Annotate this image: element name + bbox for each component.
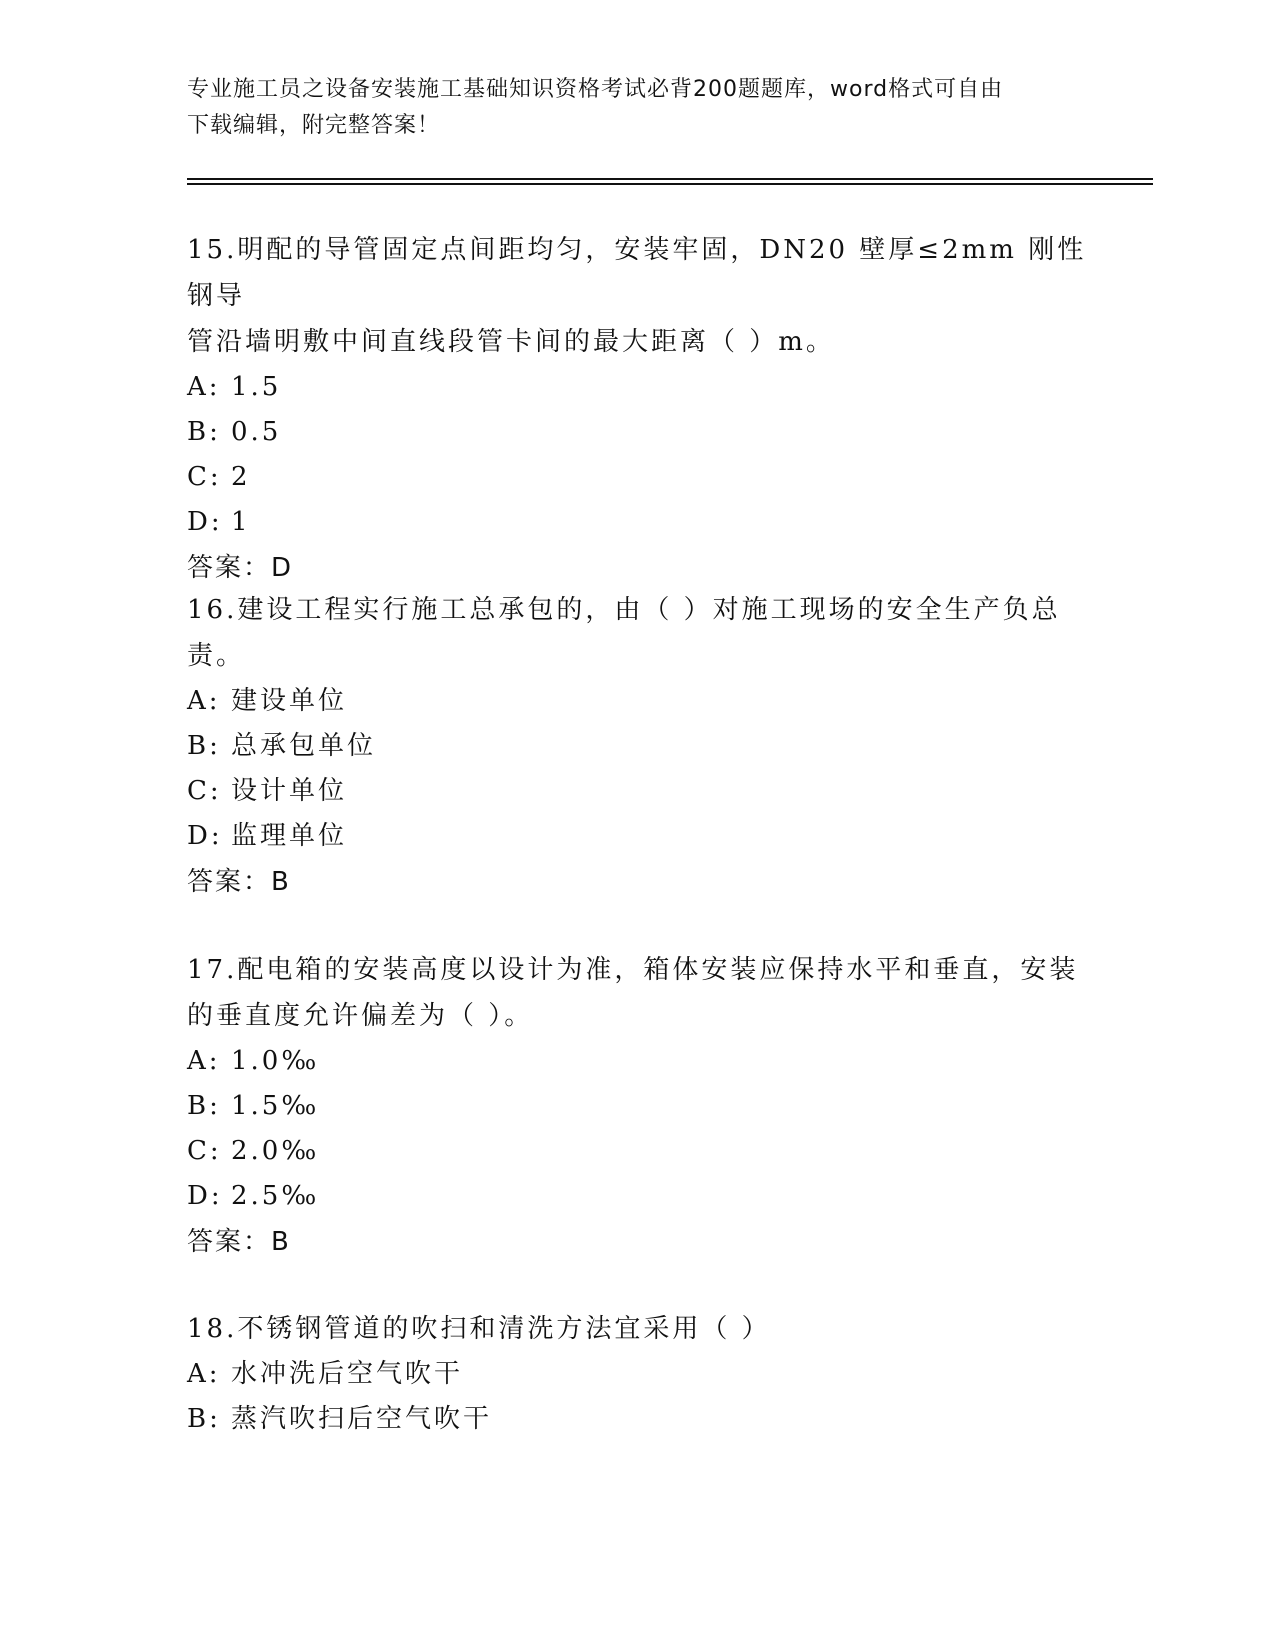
option-text: 2 bbox=[231, 462, 251, 492]
option-d bbox=[187, 1174, 1087, 1219]
question-stem-line: 管沿墙明敷中间直线段管卡间的最大距离（ ）m。 bbox=[187, 327, 835, 357]
option-key: C: bbox=[187, 776, 222, 806]
question-stem bbox=[187, 1306, 1087, 1352]
option-text: 1 bbox=[231, 507, 251, 537]
question-stem bbox=[187, 587, 1087, 679]
option-key: D: bbox=[187, 1181, 223, 1211]
option-key: D: bbox=[187, 507, 223, 537]
header-divider-top bbox=[187, 178, 1153, 180]
option-key: A: bbox=[187, 1046, 221, 1076]
option-text: 设计单位 bbox=[231, 776, 348, 806]
option-a bbox=[187, 365, 1087, 410]
option-key: C: bbox=[187, 1136, 222, 1166]
option-a bbox=[187, 1352, 1087, 1397]
question-stem-line: 责。 bbox=[187, 641, 246, 671]
option-text: 建设单位 bbox=[231, 686, 348, 716]
document-header bbox=[187, 72, 1087, 144]
option-text: 0.5 bbox=[231, 417, 282, 447]
option-key: A: bbox=[187, 1359, 221, 1389]
option-text: 2.0‰ bbox=[231, 1136, 320, 1166]
option-key: B: bbox=[187, 417, 221, 447]
option-c bbox=[187, 769, 1087, 814]
option-b bbox=[187, 1397, 1087, 1442]
question-stem bbox=[187, 227, 1087, 365]
question-stem-line: 15.明配的导管固定点间距均匀，安装牢固，DN20 壁厚≤2mm 刚性钢导 bbox=[187, 235, 1087, 311]
option-a bbox=[187, 679, 1087, 724]
header-line-1: 专业施工员之设备安装施工基础知识资格考试必背200题题库，word格式可自由 bbox=[187, 77, 1004, 102]
option-text: 1.5 bbox=[231, 372, 282, 402]
option-key: B: bbox=[187, 1404, 221, 1434]
option-b bbox=[187, 724, 1087, 769]
header-line-2: 下载编辑，附完整答案！ bbox=[187, 113, 441, 138]
option-c bbox=[187, 1129, 1087, 1174]
question-16 bbox=[187, 587, 1087, 905]
question-stem-line: 的垂直度允许偏差为（ ）。 bbox=[187, 1001, 534, 1031]
option-d bbox=[187, 500, 1087, 545]
question-15 bbox=[187, 227, 1087, 591]
answer-label: 答案：D bbox=[187, 553, 294, 583]
option-text: 蒸汽吹扫后空气吹干 bbox=[231, 1404, 493, 1434]
option-b bbox=[187, 1084, 1087, 1129]
option-key: A: bbox=[187, 686, 221, 716]
option-text: 2.5‰ bbox=[231, 1181, 320, 1211]
option-text: 监理单位 bbox=[231, 821, 348, 851]
option-text: 1.0‰ bbox=[231, 1046, 320, 1076]
option-text: 总承包单位 bbox=[231, 731, 377, 761]
option-key: B: bbox=[187, 1091, 221, 1121]
option-c bbox=[187, 455, 1087, 500]
option-key: D: bbox=[187, 821, 223, 851]
question-stem bbox=[187, 947, 1087, 1039]
option-a bbox=[187, 1039, 1087, 1084]
question-18 bbox=[187, 1306, 1087, 1442]
question-17 bbox=[187, 947, 1087, 1265]
option-key: C: bbox=[187, 462, 222, 492]
option-b bbox=[187, 410, 1087, 455]
option-key: B: bbox=[187, 731, 221, 761]
question-stem-line: 18.不锈钢管道的吹扫和清洗方法宜采用（ ） bbox=[187, 1314, 771, 1344]
question-stem-line: 17.配电箱的安装高度以设计为准，箱体安装应保持水平和垂直，安装 bbox=[187, 955, 1079, 985]
option-text: 水冲洗后空气吹干 bbox=[231, 1359, 464, 1389]
answer-label: 答案：B bbox=[187, 1227, 291, 1257]
option-d bbox=[187, 814, 1087, 859]
option-key: A: bbox=[187, 372, 221, 402]
option-text: 1.5‰ bbox=[231, 1091, 320, 1121]
answer-label: 答案：B bbox=[187, 867, 291, 897]
question-stem-line: 16.建设工程实行施工总承包的，由（ ）对施工现场的安全生产负总 bbox=[187, 595, 1061, 625]
header-divider-bottom bbox=[187, 183, 1153, 185]
